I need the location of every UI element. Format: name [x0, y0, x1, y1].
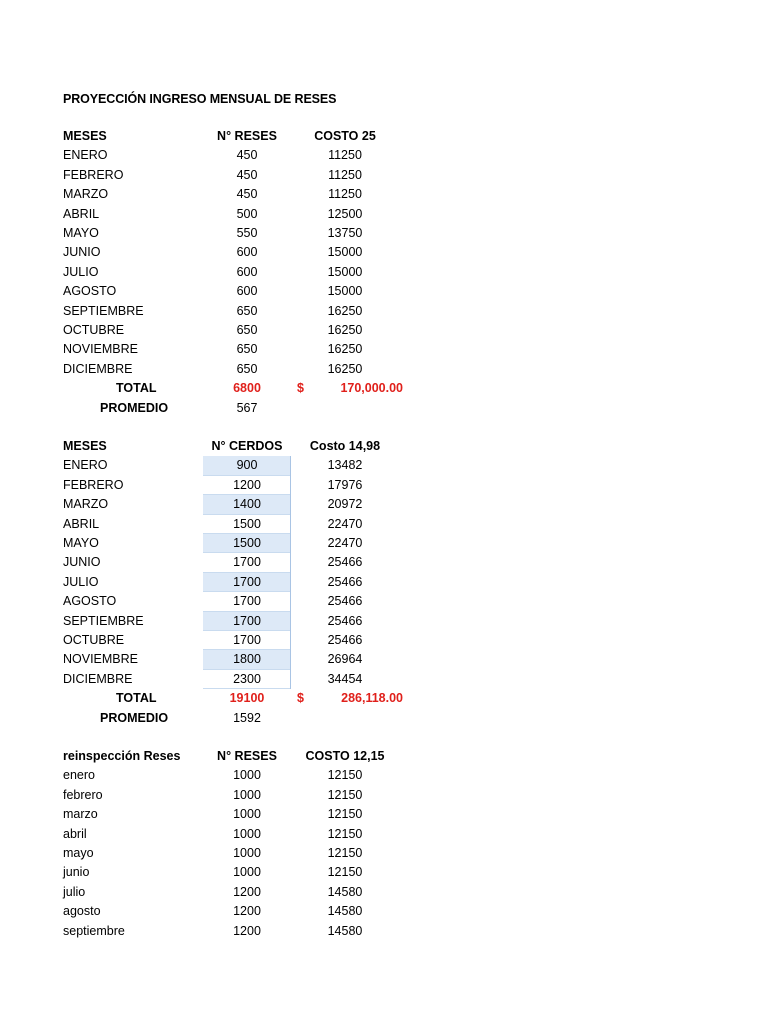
quantity-cell: 1500 — [233, 516, 261, 531]
month-label: SEPTIEMBRE — [63, 613, 144, 628]
quantity-cell: 1400 — [233, 497, 261, 512]
table-row — [0, 863, 768, 882]
table-row — [0, 766, 768, 785]
month-label: febrero — [63, 787, 103, 802]
cost-cell: 15000 — [327, 284, 363, 299]
column-header: MESES — [63, 129, 107, 143]
month-label: JULIO — [63, 574, 99, 589]
quantity-cell: 650 — [236, 323, 258, 337]
month-label: JULIO — [63, 264, 99, 279]
cost-cell: 14580 — [327, 923, 363, 938]
promedio-value: 567 — [236, 400, 258, 415]
quantity-cell: 1200 — [233, 477, 261, 492]
table-row — [0, 592, 768, 611]
cost-cell: 13750 — [327, 226, 363, 240]
table-row — [0, 224, 768, 243]
cost-cell: 14580 — [327, 904, 363, 919]
quantity-cell: 900 — [236, 458, 258, 473]
table-row — [0, 670, 768, 689]
cost-cell: 12150 — [327, 865, 363, 880]
quantity-cell: 1800 — [233, 652, 261, 667]
table-row — [0, 476, 768, 495]
cost-cell: 12150 — [327, 768, 363, 783]
total-label: TOTAL — [116, 381, 157, 396]
table3-header-row — [0, 747, 768, 766]
quantity-cell: 1700 — [233, 613, 261, 628]
column-header: reinspección Reses — [63, 749, 181, 763]
quantity-cell: 1000 — [233, 768, 261, 783]
quantity-cell: 1200 — [233, 904, 261, 919]
table-row — [0, 786, 768, 805]
quantity-cell: 450 — [236, 187, 258, 202]
column-header: Costo 14,98 — [309, 439, 381, 453]
month-label: NOVIEMBRE — [63, 652, 139, 667]
table-row — [0, 302, 768, 321]
month-label: septiembre — [63, 923, 125, 938]
month-label: JUNIO — [63, 555, 101, 570]
total-label: TOTAL — [116, 691, 157, 706]
table-row — [0, 166, 768, 185]
quantity-cell: 500 — [236, 206, 258, 221]
month-label: julio — [63, 884, 86, 899]
month-label: AGOSTO — [63, 594, 117, 609]
total-amount: 170,000.00 — [340, 381, 403, 396]
column-header: COSTO 12,15 — [305, 749, 385, 763]
table-row — [0, 883, 768, 902]
month-label: ENERO — [63, 458, 108, 473]
cost-cell: 25466 — [327, 574, 363, 589]
quantity-cell: 600 — [236, 245, 258, 260]
table1-promedio-row — [0, 399, 768, 418]
month-label: MARZO — [63, 187, 109, 202]
quantity-cell: 650 — [236, 361, 258, 376]
cost-cell: 11250 — [328, 187, 362, 202]
month-label: NOVIEMBRE — [63, 342, 139, 357]
cost-cell: 25466 — [327, 633, 363, 647]
table-row — [0, 902, 768, 921]
month-label: MAYO — [63, 226, 99, 240]
cost-cell: 12150 — [327, 846, 363, 860]
quantity-cell: 1000 — [233, 787, 261, 802]
cost-cell: 15000 — [327, 245, 363, 260]
table2-total-row — [0, 689, 768, 708]
table-row — [0, 146, 768, 165]
promedio-label: PROMEDIO — [100, 400, 169, 415]
table-row — [0, 573, 768, 592]
month-label: marzo — [63, 807, 98, 822]
table-row — [0, 340, 768, 359]
month-label: ENERO — [63, 148, 108, 163]
cost-cell: 25466 — [327, 555, 363, 570]
month-label: DICIEMBRE — [63, 361, 133, 376]
month-label: abril — [63, 826, 87, 841]
quantity-cell: 600 — [236, 264, 258, 279]
table-row — [0, 243, 768, 262]
quantity-cell: 1200 — [233, 923, 261, 938]
table-row — [0, 631, 768, 650]
table-row — [0, 185, 768, 204]
table-row — [0, 805, 768, 824]
cost-cell: 12500 — [327, 206, 363, 221]
cost-cell: 17976 — [327, 477, 363, 492]
cost-cell: 25466 — [327, 594, 363, 609]
month-label: agosto — [63, 904, 101, 919]
table-row — [0, 534, 768, 553]
table2-header-row — [0, 437, 768, 456]
cost-cell: 16250 — [327, 323, 363, 337]
cost-cell: 12150 — [327, 807, 363, 822]
table1-total-row — [0, 379, 768, 398]
month-label: OCTUBRE — [63, 633, 125, 647]
table-row — [0, 612, 768, 631]
month-label: mayo — [63, 846, 94, 860]
currency-symbol: $ — [297, 381, 304, 396]
quantity-cell: 450 — [236, 148, 258, 163]
table-row — [0, 282, 768, 301]
month-label: SEPTIEMBRE — [63, 303, 144, 318]
month-label: ABRIL — [63, 516, 100, 531]
month-label: MARZO — [63, 497, 109, 512]
table-row — [0, 456, 768, 475]
table-row — [0, 321, 768, 340]
table-row — [0, 825, 768, 844]
cost-cell: 16250 — [327, 361, 363, 376]
table-row — [0, 205, 768, 224]
month-label: AGOSTO — [63, 284, 117, 299]
month-label: MAYO — [63, 536, 99, 550]
total-amount: 286,118.00 — [341, 691, 403, 706]
quantity-cell: 600 — [236, 284, 258, 299]
table-row — [0, 515, 768, 534]
quantity-cell: 1700 — [233, 594, 261, 609]
table2-promedio-row — [0, 709, 768, 728]
cost-cell: 13482 — [327, 458, 363, 473]
column-header: N° CERDOS — [211, 439, 283, 453]
quantity-cell: 1500 — [233, 536, 261, 550]
promedio-value: 1592 — [233, 710, 261, 725]
quantity-cell: 650 — [236, 342, 258, 357]
total-quantity: 6800 — [233, 381, 261, 396]
cost-cell: 22470 — [327, 536, 363, 550]
quantity-cell: 1700 — [233, 633, 261, 647]
cost-cell: 11250 — [328, 167, 362, 182]
quantity-cell: 1000 — [233, 846, 261, 860]
cost-cell: 26964 — [327, 652, 363, 667]
table-row — [0, 922, 768, 941]
table1-header-row — [0, 127, 768, 146]
cost-cell: 16250 — [327, 342, 363, 357]
cost-cell: 34454 — [327, 671, 363, 686]
quantity-cell: 550 — [236, 226, 258, 240]
cost-cell: 25466 — [327, 613, 363, 628]
promedio-label: PROMEDIO — [100, 710, 169, 725]
month-label: DICIEMBRE — [63, 671, 133, 686]
quantity-cell: 1000 — [233, 826, 261, 841]
quantity-cell: 1000 — [233, 865, 261, 880]
month-label: FEBRERO — [63, 477, 124, 492]
table-row — [0, 844, 768, 863]
table-row — [0, 495, 768, 514]
month-label: OCTUBRE — [63, 323, 125, 337]
column-header: COSTO 25 — [314, 129, 376, 143]
quantity-cell: 1700 — [233, 574, 261, 589]
quantity-cell: 2300 — [233, 671, 261, 686]
cost-cell: 12150 — [327, 787, 363, 802]
table-row — [0, 650, 768, 669]
quantity-cell: 650 — [236, 303, 258, 318]
cost-cell: 20972 — [327, 497, 363, 512]
cost-cell: 12150 — [327, 826, 363, 841]
page-title: PROYECCIÓN INGRESO MENSUAL DE RESES — [63, 92, 337, 106]
table-row — [0, 553, 768, 572]
cost-cell: 14580 — [327, 884, 363, 899]
month-label: JUNIO — [63, 245, 101, 260]
cost-cell: 15000 — [327, 264, 363, 279]
quantity-cell: 1000 — [233, 807, 261, 822]
cost-cell: 11250 — [328, 148, 362, 163]
cost-cell: 22470 — [327, 516, 363, 531]
month-label: junio — [63, 865, 90, 880]
total-quantity: 19100 — [229, 691, 265, 706]
cost-cell: 16250 — [327, 303, 363, 318]
column-header: N° RESES — [217, 129, 277, 143]
column-header: MESES — [63, 439, 107, 453]
quantity-cell: 450 — [236, 167, 258, 182]
month-label: FEBRERO — [63, 167, 124, 182]
quantity-cell: 1700 — [233, 555, 261, 570]
table-row — [0, 263, 768, 282]
table-row — [0, 360, 768, 379]
month-label: ABRIL — [63, 206, 100, 221]
column-header: N° RESES — [217, 749, 277, 763]
quantity-cell: 1200 — [233, 884, 261, 899]
currency-symbol: $ — [297, 691, 304, 706]
month-label: enero — [63, 768, 95, 783]
